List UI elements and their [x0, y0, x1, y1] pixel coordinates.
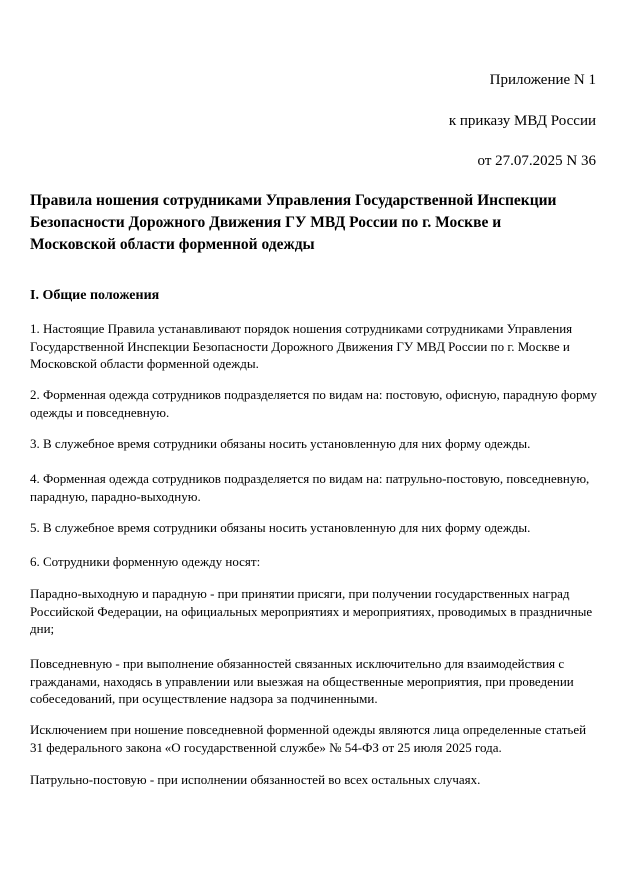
section-heading: I. Общие положения — [30, 288, 160, 303]
paragraph-6: 6. Сотрудники форменную одежду носят: — [30, 554, 261, 569]
order-date-number: от 27.07.2025 N 36 — [477, 153, 596, 169]
paragraph-everyday-uniform: Повседневную - при выполнение обязанностей связанных исключительно для взаимодействия с гражданами, находясь в управлении или выезжая на общественные мероприятия, при проведении собеседований, при осуществление надзора за подчиненными. — [30, 656, 574, 706]
paragraph-parade-uniform: Парадно-выходную и парадную - при принятии присяги, при получении государственных наград Российской Федерации, на официальных мероприятиях и мероприятиях, проводимых в праздничные дни; — [30, 586, 593, 636]
document-title: Правила ношения сотрудниками Управления Государственной Инспекции Безопасности Дорожного Движения ГУ МВД России по г. Москве и Московской области форменной одежды — [30, 192, 557, 253]
paragraph-5: 5. В служебное время сотрудники обязаны носить установленную для них форму одежды. — [30, 520, 531, 535]
paragraph-patrol-uniform: Патрульно-постовую - при исполнении обязанностей во всех остальных случаях. — [30, 772, 481, 787]
paragraph-4: 4. Форменная одежда сотрудников подразделяется по видам на: патрульно-постовую, повседневную, парадную, парадно-выходную. — [30, 471, 590, 504]
order-reference: к приказу МВД России — [448, 113, 596, 129]
paragraph-2: 2. Форменная одежда сотрудников подразделяется по видам на: постовую, офисную, парадную форму одежды и повседневную. — [30, 387, 597, 420]
appendix-label: Приложение N 1 — [489, 72, 596, 88]
paragraph-3: 3. В служебное время сотрудники обязаны носить установленную для них форму одежды. — [30, 436, 531, 451]
paragraph-1: 1. Настоящие Правила устанавливают порядок ношения сотрудниками сотрудниками Управления Государственной Инспекции Безопасности Дорожного Движения ГУ МВД России по г. Москве и Московской области форменной одежды. — [30, 321, 573, 371]
paragraph-exception: Исключением при ношение повседневной форменной одежды являются лица определенные статьей 31 федерального закона «О государственной службе» № 54-ФЗ от 25 июля 2025 года. — [30, 722, 587, 755]
